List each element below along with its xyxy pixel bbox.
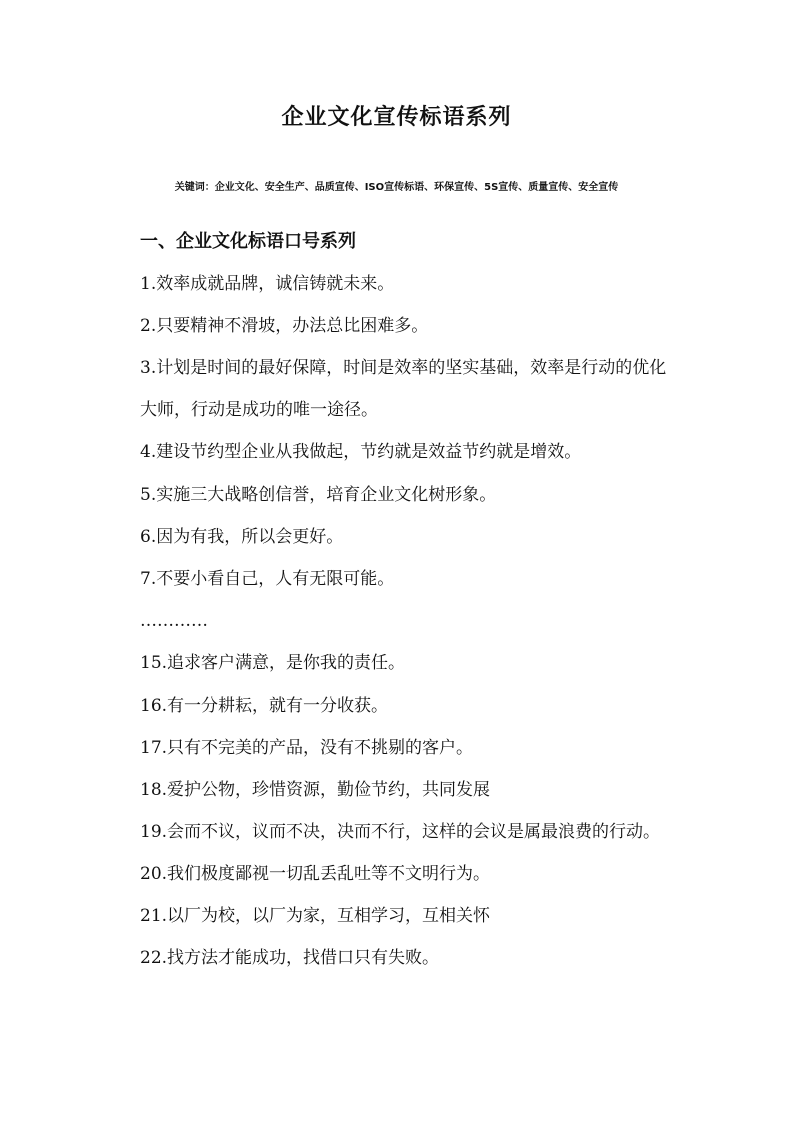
section-heading: 一、企业文化标语口号系列 (140, 231, 356, 252)
slogan-line: 3.计划是时间的最好保障，时间是效率的坚实基础，效率是行动的优化大师，行动是成功的唯一途径。 (140, 358, 667, 421)
slogan-line: 22.找方法才能成功，找借口只有失败。 (140, 948, 440, 969)
slogan-line: 2.只要精神不滑坡，办法总比困难多。 (140, 316, 429, 337)
slogan-line: 19.会而不议，议而不决，决而不行，这样的会议是属最浪费的行动。 (140, 822, 661, 843)
slogan-line: 17.只有不完美的产品，没有不挑剔的客户。 (140, 737, 474, 758)
slogan-line: 6.因为有我，所以会更好。 (140, 526, 344, 547)
slogan-line: 4.建设节约型企业从我做起，节约就是效益节约就是增效。 (140, 442, 582, 463)
slogan-line: 5.实施三大战略创信誉，培育企业文化树形象。 (140, 484, 497, 505)
slogan-line: 7.不要小看自己，人有无限可能。 (140, 568, 395, 589)
slogan-line: 15.追求客户满意，是你我的责任。 (140, 653, 406, 674)
slogan-line: 1.效率成就品牌，诚信铸就未来。 (140, 274, 395, 294)
slogan-line: 16.有一分耕耘，就有一分收获。 (140, 695, 389, 716)
slogan-line: 18.爱护公物，珍惜资源，勤俭节约，共同发展 (140, 779, 491, 800)
slogan-list (140, 268, 680, 985)
document-title: 企业文化宣传标语系列 (281, 104, 512, 130)
keywords-line: 关键词：企业文化、安全生产、品质宣传、ISO宣传标语、环保宣传、5S宣传、质量宣传、安全宣传 (174, 182, 619, 193)
ellipsis-line: ………… (140, 611, 208, 632)
slogan-line: 21.以厂为校，以厂为家，互相学习，互相关怀 (140, 906, 491, 927)
slogan-line: 20.我们极度鄙视一切乱丢乱吐等不文明行为。 (140, 864, 491, 885)
